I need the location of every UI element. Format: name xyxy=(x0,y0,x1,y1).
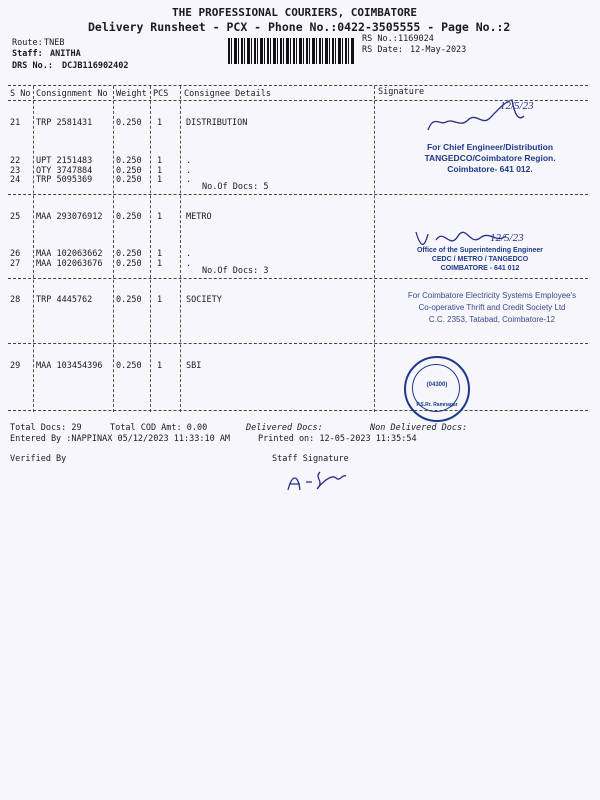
signature-date-2: 12/5/23 xyxy=(490,232,524,244)
row-details: . xyxy=(186,249,192,259)
total-cod: Total COD Amt: 0.00 xyxy=(110,423,208,433)
barcode xyxy=(228,38,354,64)
seal-code: (04300) xyxy=(426,382,448,388)
row-details: METRO xyxy=(186,212,212,222)
staff-handwritten-signature xyxy=(284,466,364,496)
col-weight: Weight xyxy=(116,89,147,99)
row-details: . xyxy=(186,175,192,185)
row-consignment: UPT 2151483 xyxy=(36,156,93,166)
chief-engineer-stamp xyxy=(400,142,580,175)
signature-date-1: 12/5/23 xyxy=(500,100,534,112)
staff-label: Staff: xyxy=(12,49,43,59)
col-sno: S No xyxy=(10,89,31,99)
rs-date-label: RS Date: xyxy=(362,45,403,55)
row-sno: 22 xyxy=(10,156,21,166)
row-sno: 28 xyxy=(10,295,21,305)
rs-date-value: 12-May-2023 xyxy=(410,45,467,55)
row-weight: 0.250 xyxy=(116,259,142,269)
stamp-line: For Chief Engineer/Distribution xyxy=(426,142,554,152)
row-weight: 0.250 xyxy=(116,156,142,166)
row-weight: 0.250 xyxy=(116,249,142,259)
stamp-line: Coimbatore- 641 012. xyxy=(447,164,533,174)
col-pcs: PCS xyxy=(153,89,169,99)
seal-branch: P.S.Rr. Ramnagar xyxy=(416,402,458,408)
column-separator xyxy=(33,86,34,412)
row-consignment: TRP 2581431 xyxy=(36,118,93,128)
column-separator xyxy=(374,86,375,412)
stamp-line: Co-operative Thrift and Credit Society Ltd xyxy=(418,303,566,312)
column-separator xyxy=(113,86,114,412)
divider xyxy=(8,343,588,344)
row-consignment: MAA 102063676 xyxy=(36,259,103,269)
verified-by: Verified By xyxy=(10,454,67,464)
row-sno: 23 xyxy=(10,166,21,176)
row-details: . xyxy=(186,166,192,176)
society-stamp xyxy=(388,290,596,326)
row-pcs: 1 xyxy=(157,361,163,371)
total-docs: Total Docs: 29 xyxy=(10,423,82,433)
row-consignment: MAA 103454396 xyxy=(36,361,103,371)
divider xyxy=(8,194,588,195)
rs-no-value: 1169024 xyxy=(398,34,434,44)
column-separator xyxy=(150,86,151,412)
row-details: . xyxy=(186,156,192,166)
company-title: THE PROFESSIONAL COURIERS, COIMBATORE xyxy=(172,6,418,19)
rs-no-label: RS No.: xyxy=(362,34,398,44)
route-value: TNEB xyxy=(44,38,65,48)
divider xyxy=(8,278,588,279)
row-consignment: TRP 5095369 xyxy=(36,175,93,185)
stamp-line: C.C. 2353, Tatabad, Coimbatore-12 xyxy=(428,315,556,324)
stamp-line: TANGEDCO/Coimbatore Region. xyxy=(424,153,556,163)
row-pcs: 1 xyxy=(157,118,163,128)
column-separator xyxy=(180,86,181,412)
row-weight: 0.250 xyxy=(116,166,142,176)
col-consignee: Consignee Details xyxy=(184,89,271,99)
superintending-engineer-stamp xyxy=(390,246,570,273)
row-pcs: 1 xyxy=(157,259,163,269)
stamp-line: COIMBATORE - 641 012 xyxy=(440,265,520,272)
row-pcs: 1 xyxy=(157,212,163,222)
row-consignment: TRP 4445762 xyxy=(36,295,93,305)
row-weight: 0.250 xyxy=(116,361,142,371)
printed-on: Printed on: 12-05-2023 11:35:54 xyxy=(258,434,417,444)
row-weight: 0.250 xyxy=(116,175,142,185)
drs-value: DCJB116902402 xyxy=(62,61,129,71)
row-weight: 0.250 xyxy=(116,118,142,128)
non-delivered-docs: Non Delivered Docs: xyxy=(370,423,468,433)
row-sno: 26 xyxy=(10,249,21,259)
row-sno: 21 xyxy=(10,118,21,128)
row-consignment: OTY 3747884 xyxy=(36,166,93,176)
staff-signature-label: Staff Signature xyxy=(272,454,349,464)
stamp-line: Office of the Superintending Engineer xyxy=(416,247,543,254)
route-label: Route: xyxy=(12,38,43,48)
row-pcs: 1 xyxy=(157,156,163,166)
row-consignment: MAA 293076912 xyxy=(36,212,103,222)
delivered-docs: Delivered Docs: xyxy=(246,423,323,433)
stamp-line: For Coimbatore Electricity Systems Employee's xyxy=(407,291,577,300)
group-doc-count: No.Of Docs: 5 xyxy=(202,182,269,192)
row-details: DISTRIBUTION xyxy=(186,118,248,128)
row-sno: 24 xyxy=(10,175,21,185)
runsheet-subtitle: Delivery Runsheet - PCX - Phone No.:0422-3505555 - Page No.:2 xyxy=(88,20,511,34)
group-doc-count: No.Of Docs: 3 xyxy=(202,266,269,276)
row-details: SBI xyxy=(186,361,202,371)
col-consignment: Consignment No xyxy=(36,89,108,99)
row-pcs: 1 xyxy=(157,295,163,305)
handwritten-signature-1 xyxy=(420,92,560,142)
drs-label: DRS No.: xyxy=(12,61,53,71)
row-consignment: MAA 102063662 xyxy=(36,249,103,259)
row-pcs: 1 xyxy=(157,166,163,176)
stamp-line: CEDC / METRO / TANGEDCO xyxy=(431,256,529,263)
staff-value: ANITHA xyxy=(50,49,81,59)
row-weight: 0.250 xyxy=(116,295,142,305)
row-details: . xyxy=(186,259,192,269)
col-signature: Signature xyxy=(378,87,425,97)
row-sno: 29 xyxy=(10,361,21,371)
entered-by: Entered By :NAPPINAX 05/12/2023 11:33:10 AM xyxy=(10,434,231,444)
row-pcs: 1 xyxy=(157,175,163,185)
row-sno: 27 xyxy=(10,259,21,269)
row-details: SOCIETY xyxy=(186,295,222,305)
round-bank-seal-icon xyxy=(404,356,470,422)
row-sno: 25 xyxy=(10,212,21,222)
row-pcs: 1 xyxy=(157,249,163,259)
divider xyxy=(8,410,588,411)
divider xyxy=(8,85,588,86)
row-weight: 0.250 xyxy=(116,212,142,222)
